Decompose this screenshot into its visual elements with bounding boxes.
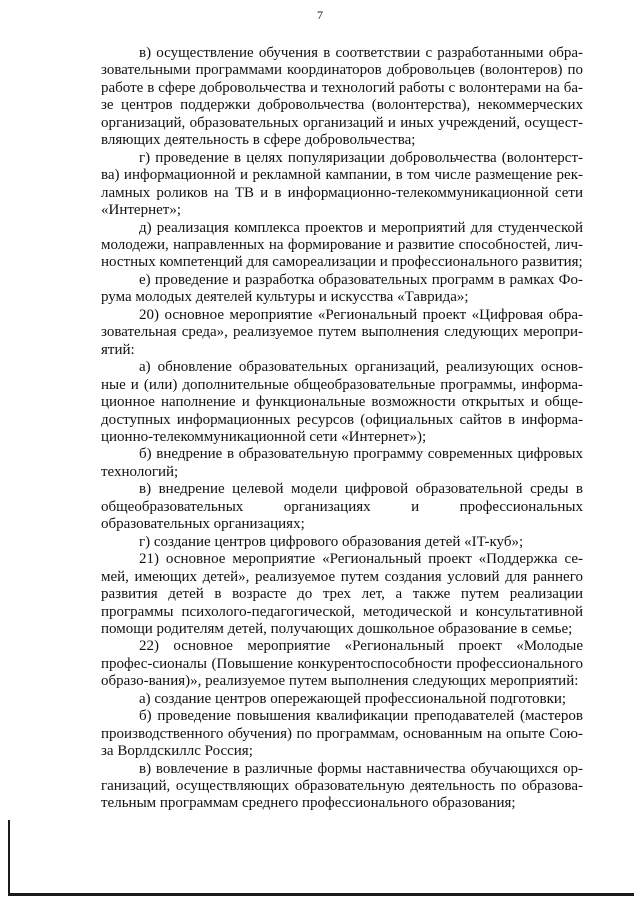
page-number: 7 — [317, 8, 323, 22]
paragraph: в) осуществление обучения в соответствии с разработанными обра-зовательными программами координаторов добровольцев (волонтеров) по работе в сфере добровольчества и технологий работы с волонтерами на ба-зе центров поддержки добровольчества (волонтерства), некоммерческих организаций, образовательных организаций и иных учреждений, осущест-вляющих деятельность в сфере добровольчества; — [101, 45, 583, 149]
paragraph: д) реализация комплекса проектов и мероприятий для студенческой молодежи, направленных на формирование и развитие способностей, лич-ностных компетенций для самореализации и профессионального развития; — [101, 219, 583, 271]
paragraph: 21) основное мероприятие «Региональный проект «Поддержка се-мей, имеющих детей», реализуемое путем создания условий для раннего развития детей в возрасте до трех лет, а также путем реализации программы психолого-педагогической, методической и консультативной помощи родителям детей, получающих дошкольное образование в семье; — [101, 551, 583, 637]
scan-border-bottom — [8, 893, 634, 896]
paragraph: е) проведение и разработка образовательных программ в рамках Фо-рума молодых деятелей культуры и искусства «Таврида»; — [101, 271, 583, 306]
paragraph: г) проведение в целях популяризации добровольчества (волонтерст-ва) информационной и рекламной кампании, в том числе размещение рек-ламных роликов на ТВ и в информационно-телекоммуникационной сети «Интернет»; — [101, 149, 583, 219]
paragraph: г) создание центров цифрового образования детей «IT-куб»; — [139, 533, 524, 550]
paragraph: в) внедрение целевой модели цифровой образовательной среды в общеобразовательных организациях и профессиональных образовательных организациях; — [101, 481, 583, 533]
paragraph: б) внедрение в образовательную программу современных цифровых технологий; — [101, 446, 583, 480]
document-body — [101, 45, 583, 813]
paragraph: а) создание центров опережающей профессиональной подготовки; — [139, 690, 567, 707]
paragraph: б) проведение повышения квалификации преподавателей (мастеров производственного обучения) по программам, основанным на опыте Сою-за Ворлдскиллс Россия; — [101, 708, 583, 760]
paragraph: 22) основное мероприятие «Региональный проект «Молодые профес-сионалы (Повышение конкурентоспособности профессионального образо-вания)», реализуемое путем выполнения следующих мероприятий: — [101, 638, 583, 690]
paragraph: в) вовлечение в различные формы наставничества обучающихся ор-ганизаций, осуществляющих образовательную деятельность по образова-тельным программам среднего профессионального образования; — [101, 760, 583, 812]
scan-border-left — [8, 820, 10, 896]
paragraph: 20) основное мероприятие «Региональный проект «Цифровая обра-зовательная среда», реализуемое путем выполнения следующих меропри-ятий: — [101, 306, 583, 358]
paragraph: а) обновление образовательных организаций, реализующих основ-ные и (или) дополнительные общеобразовательные программы, информа-ционное наполнение и функциональные возможности открытых и обще-доступных информационных ресурсов (официальных сайтов в информа-ционно-телекоммуникационной сети «Интернет»); — [101, 359, 583, 445]
